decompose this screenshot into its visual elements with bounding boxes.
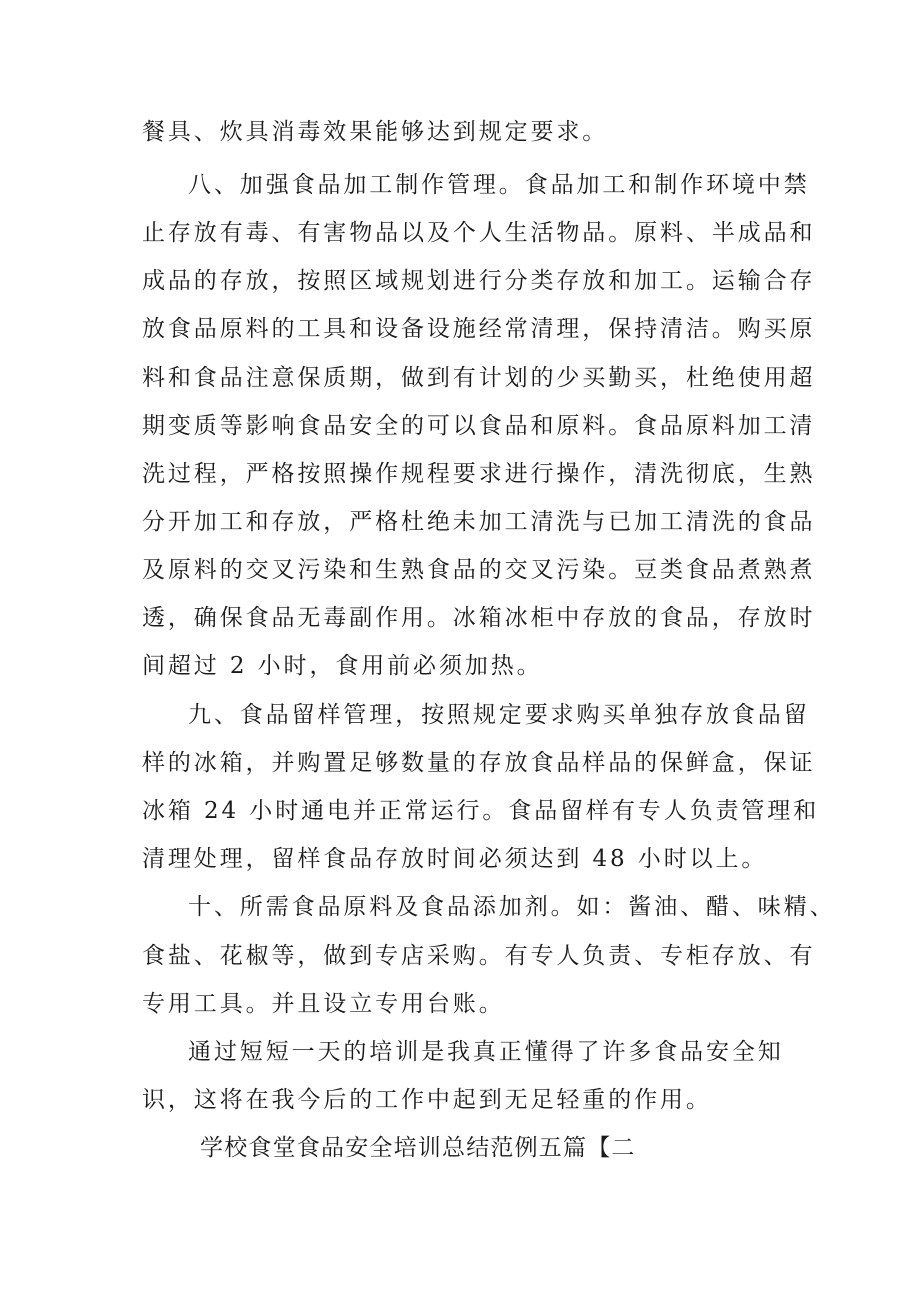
text-line: 洗过程，严格按照操作规程要求进行操作，清洗彻底，生熟 [142, 461, 816, 487]
text-line: 十、所需食品原料及食品添加剂。如：酱油、醋、味精、 [188, 894, 836, 920]
text-line: 止存放有毒、有害物品以及个人生活物品。原料、半成品和 [142, 220, 816, 246]
text-line: 专用工具。并且设立专用台账。 [142, 991, 505, 1017]
text-line: 八、加强食品加工制作管理。食品加工和制作环境中禁 [188, 172, 810, 198]
text-line: 清理处理，留样食品存放时间必须达到 48 小时以上。 [142, 846, 768, 872]
text-line: 成品的存放，按照区域规划进行分类存放和加工。运输合存 [142, 268, 816, 294]
text-line: 及原料的交叉污染和生熟食品的交叉污染。豆类食品煮熟煮 [142, 557, 816, 583]
text-line: 九、食品留样管理，按照规定要求购买单独存放食品留 [188, 702, 810, 728]
text-line: 透，确保食品无毒副作用。冰箱冰柜中存放的食品，存放时 [142, 605, 816, 631]
text-line: 期变质等影响食品安全的可以食品和原料。食品原料加工清 [142, 413, 816, 439]
text-line: 间超过 2 小时，食用前必须加热。 [142, 653, 543, 679]
text-line: 识，这将在我今后的工作中起到无足轻重的作用。 [142, 1087, 712, 1113]
text-line: 料和食品注意保质期，做到有计划的少买勤买，杜绝使用超 [142, 365, 816, 391]
text-line: 放食品原料的工具和设备设施经常清理，保持清洁。购买原 [142, 316, 816, 342]
text-line: 冰箱 24 小时通电并正常运行。食品留样有专人负责管理和 [142, 798, 820, 824]
text-line: 餐具、炊具消毒效果能够达到规定要求。 [142, 119, 609, 145]
text-line: 样的冰箱，并购置足够数量的存放食品样品的保鲜盒，保证 [142, 750, 816, 776]
section-heading: 学校食堂食品安全培训总结范例五篇【二 [200, 1135, 636, 1161]
text-line: 食盐、花椒等，做到专店采购。有专人负责、专柜存放、有 [142, 943, 816, 969]
text-line: 通过短短一天的培训是我真正懂得了许多食品安全知 [188, 1039, 784, 1065]
text-line: 分开加工和存放，严格杜绝未加工清洗与已加工清洗的食品 [142, 509, 816, 535]
